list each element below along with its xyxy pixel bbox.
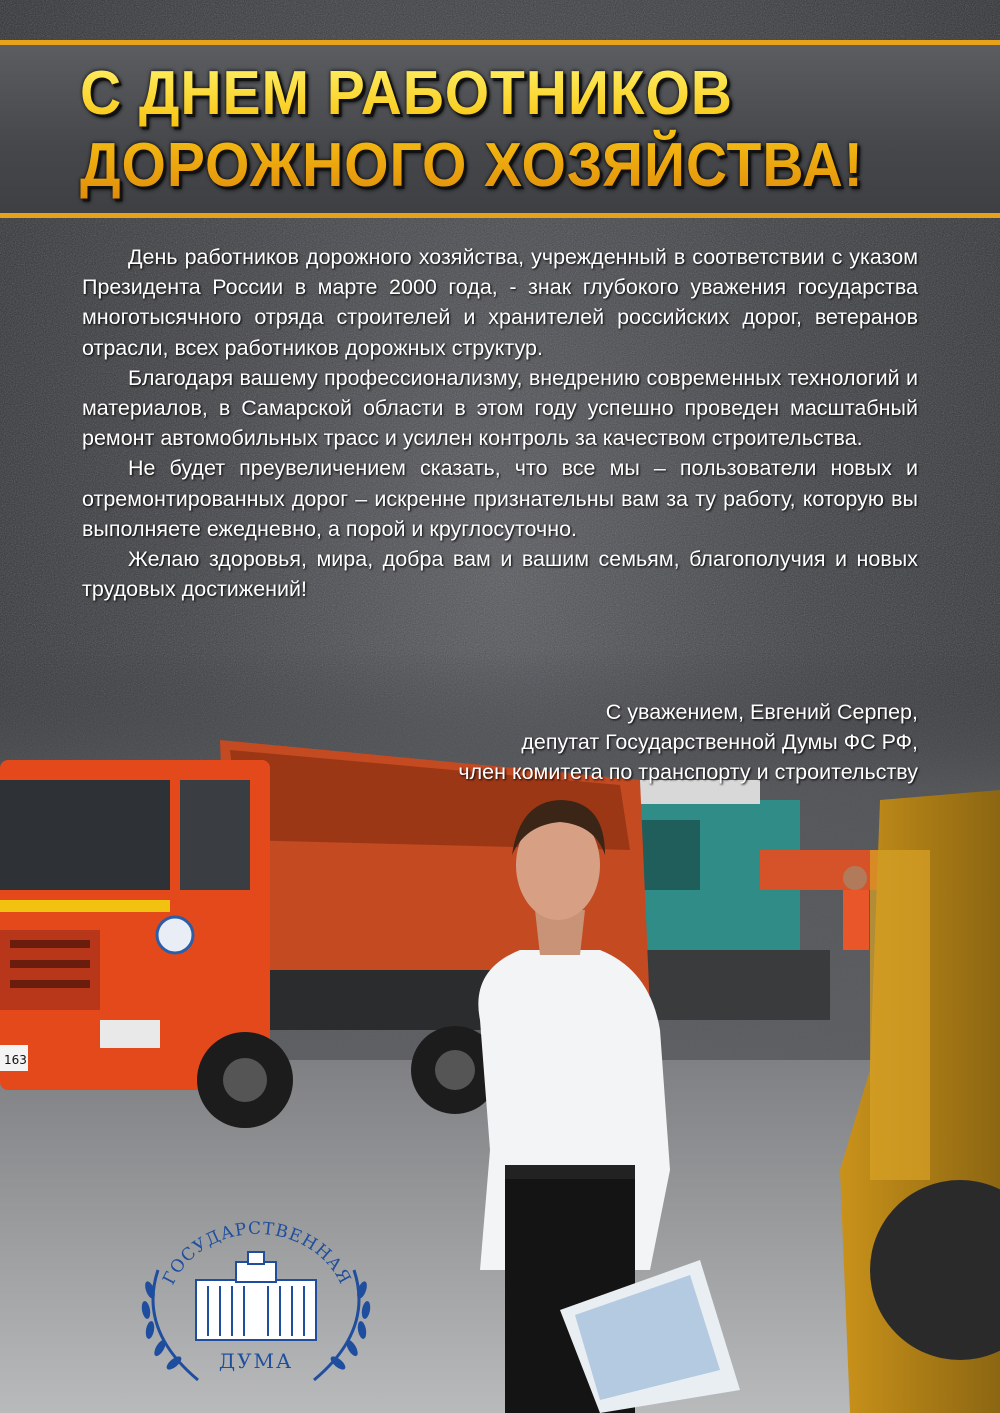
page-title [80,58,908,202]
paragraph-3: Не будет преувеличением сказать, что все мы – пользователи новых и отремонтированных дорог – искренне признательны вам за ту работу, которую вы выполняете ежедневно, а порой и круглосуточно. [82,456,918,541]
signature-block [458,697,918,788]
title-line-1: С ДНЕМ РАБОТНИКОВ [80,59,733,128]
paragraph-2: Благодаря вашему профессионализму, внедрению современных технологий и материалов, в Самарской области в этом году успешно проведен масштабный ремонт автомобильных трасс и усилен контроль за качеством строительства. [82,365,918,451]
signature-line-2: депутат Государственной Думы ФС РФ, [521,730,918,755]
state-duma-seal-logo [128,1210,384,1390]
paragraph-1: День работников дорожного хозяйства, учрежденный в соответствии с указом Президента России в марте 2000 года, - знак глубокого уважения государства многотысячного отряда строителей и хранителей российских дорог, ветеранов отрасли, всех работников дорожных структур. [82,245,918,360]
truck-plate: 163 [4,1053,27,1067]
signature-line-1: С уважением, Евгений Серпер, [605,700,918,724]
title-banner [0,40,1000,218]
title-line-2: ДОРОЖНОГО ХОЗЯЙСТВА! [80,131,864,200]
duma-building-icon [196,1252,316,1340]
seal-arc-text: ГОСУДАРСТВЕННАЯ [159,1218,355,1289]
paragraph-4: Желаю здоровья, мира, добра вам и вашим семьям, благополучия и новых трудовых достижений! [82,547,918,602]
accent-line-top [0,40,1000,45]
signature-line-3: член комитета по транспорту и строительству [458,760,918,785]
accent-line-bottom [0,213,1000,218]
background-worker [843,866,869,950]
greeting-text [82,242,918,604]
seal-bottom-text: ДУМА [218,1349,294,1373]
